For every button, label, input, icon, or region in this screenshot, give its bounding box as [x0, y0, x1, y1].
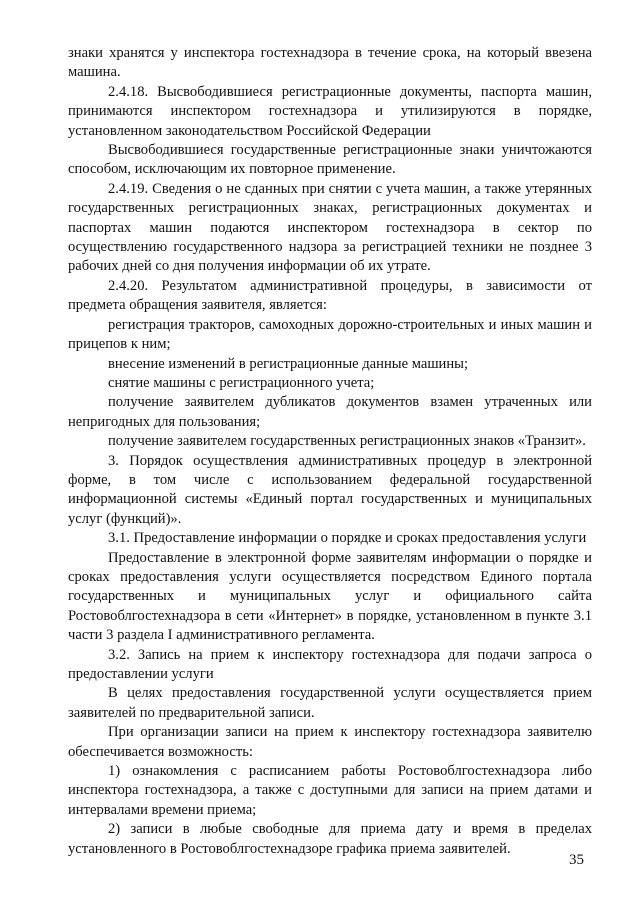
- paragraph: При организации записи на прием к инспектору гостехнадзора заявителю обеспечивается возможность:: [68, 724, 592, 760]
- document-body: [68, 44, 592, 859]
- list-item: регистрация тракторов, самоходных дорожно-строительных и иных машин и прицепов к ним;: [68, 316, 592, 353]
- list-item: снятие машины с регистрационного учета;: [108, 374, 375, 391]
- list-item: 1) ознакомления с расписанием работы Ростовоблгостехнадзора либо инспектора гостехнадзора, а также с доступными для записи на прием датами и интервалами времени приема;: [68, 763, 592, 818]
- paragraph: знаки хранятся у инспектора гостехнадзора в течение срока, на который ввезена машина.: [68, 45, 592, 81]
- paragraph: 2.4.20. Результатом административной процедуры, в зависимости от предмета обращения заявителя, является:: [68, 277, 592, 314]
- list-item: получение заявителем государственных регистрационных знаков «Транзит».: [108, 433, 586, 450]
- paragraph: Предоставление в электронной форме заявителям информации о порядке и сроках предоставления услуги осуществляется посредством Единого портала государственных и муниципальных услуг и официального сайта Ростовоблгостехнадзора в сети «Интернет» в порядке, установленном в пункте 3.1 части 3 раздела I административного регламента.: [68, 549, 592, 644]
- list-item: получение заявителем дубликатов документов взамен утраченных или непригодных для пользования;: [68, 394, 592, 430]
- paragraph: 2.4.19. Сведения о не сданных при снятии с учета машин, а также утерянных государственных регистрационных знаках, регистрационных документах и паспортах машин подаются инспектором гостехнадзора в сектор по осуществлению государственного надзора за регистрацией техники не позднее 3 рабочих дней со дня получения информации об их утрате.: [68, 180, 592, 275]
- list-item: внесение изменений в регистрационные данные машины;: [108, 355, 469, 372]
- page-number: 35: [569, 852, 584, 868]
- paragraph: Высвободившиеся государственные регистрационные знаки уничтожаются способом, исключающим их повторное применение.: [68, 142, 592, 178]
- subsection-heading: 3.2. Запись на прием к инспектору гостехнадзора для подачи запроса о предоставлении услуги: [68, 646, 592, 682]
- paragraph: 2.4.18. Высвободившиеся регистрационные документы, паспорта машин, принимаются инспектором гостехнадзора и утилизируются в порядке, установленном законодательством Российской Федерации: [68, 83, 592, 139]
- paragraph: В целях предоставления государственной услуги осуществляется прием заявителей по предварительной записи.: [68, 685, 592, 721]
- list-item: 2) записи в любые свободные для приема дату и время в пределах установленного в Ростовоблгостехнадзоре графика приема заявителей.: [68, 821, 592, 857]
- subsection-heading: 3.1. Предоставление информации о порядке и сроках предоставления услуги: [108, 530, 587, 547]
- section-heading: 3. Порядок осуществления административных процедур в электронной форме, в том числе с использованием федеральной государственной информационной системы «Единый портал государственных и муниципальных услуг (функций)».: [68, 452, 592, 527]
